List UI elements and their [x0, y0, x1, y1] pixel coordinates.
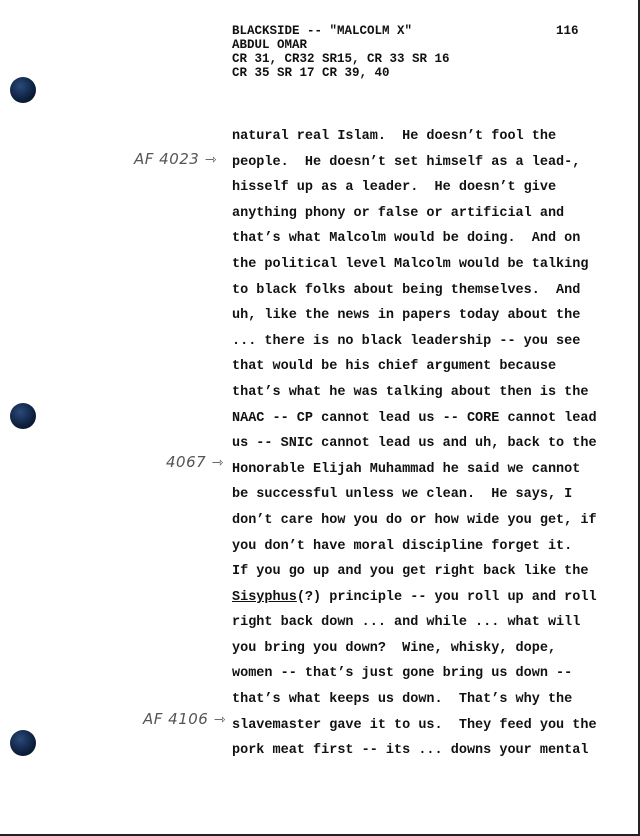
transcript-body	[232, 124, 632, 764]
margin-annotation-1	[134, 150, 217, 168]
transcript-line: NAAC -- CP cannot lead us -- CORE cannot lead	[232, 410, 597, 426]
header-line-4: CR 35 SR 17 CR 39, 40	[232, 66, 390, 80]
transcript-line: that’s what he was talking about then is the	[232, 384, 589, 400]
transcript-line: us -- SNIC cannot lead us and uh, back to the	[232, 436, 597, 452]
binder-hole-top	[10, 77, 36, 103]
header-line-3: CR 31, CR32 SR15, CR 33 SR 16	[232, 52, 450, 66]
transcript-line: uh, like the news in papers today about the	[232, 308, 581, 324]
transcript-line: ... there is no black leadership -- you see	[232, 333, 581, 349]
header-line-2: ABDUL OMAR	[232, 38, 308, 52]
transcript-line: right back down ... and while ... what will	[232, 615, 581, 631]
page-number: 116	[556, 24, 579, 38]
transcript-line: If you go up and you get right back like the	[232, 564, 589, 580]
transcript-line: that’s what Malcolm would be doing. And on	[232, 231, 581, 247]
transcript-line: hisself up as a leader. He doesn’t give	[232, 180, 557, 196]
transcript-line: pork meat first -- its ... downs your mental	[232, 743, 589, 759]
arrow-icon: ⇾	[204, 152, 217, 168]
transcript-line: you bring you down? Wine, whisky, dope,	[232, 640, 557, 656]
arrow-icon: ⇾	[213, 712, 226, 728]
transcript-line: the political level Malcolm would be talking	[232, 256, 589, 272]
transcript-line: don’t care how you do or how wide you get, if	[232, 512, 597, 528]
transcript-line: that would be his chief argument because	[232, 359, 557, 375]
transcript-line: slavemaster gave it to us. They feed you the	[232, 717, 597, 733]
document-header	[232, 24, 450, 80]
transcript-line: that’s what keeps us down. That’s why the	[232, 692, 573, 708]
binder-hole-bottom	[10, 730, 36, 756]
transcript-line: anything phony or false or artificial and	[232, 205, 565, 221]
line-remainder: (?) principle -- you roll up and roll	[296, 589, 597, 605]
header-line-1: BLACKSIDE -- "MALCOLM X"	[232, 24, 413, 38]
transcript-line: people. He doesn’t set himself as a lead-,	[232, 154, 581, 170]
annotation-text: 4067	[166, 453, 207, 471]
annotation-text: AF 4023	[134, 150, 200, 168]
annotation-text: AF 4106	[143, 710, 209, 728]
transcript-line: women -- that’s just gone bring us down --	[232, 666, 573, 682]
arrow-icon: ⇾	[211, 455, 224, 471]
binder-hole-middle	[10, 403, 36, 429]
underlined-word: Sisyphus	[232, 589, 297, 605]
transcript-line: Honorable Elijah Muhammad he said we cannot	[232, 461, 581, 477]
margin-annotation-2	[166, 453, 224, 471]
transcript-line: you don’t have moral discipline forget it.	[232, 538, 573, 554]
margin-annotation-3	[143, 710, 226, 728]
transcript-line: be successful unless we clean. He says, I	[232, 487, 573, 503]
transcript-line: natural real Islam. He doesn’t fool the	[232, 129, 557, 144]
transcript-line: to black folks about being themselves. And	[232, 282, 581, 298]
transcript-line-sisyphus	[232, 585, 632, 611]
